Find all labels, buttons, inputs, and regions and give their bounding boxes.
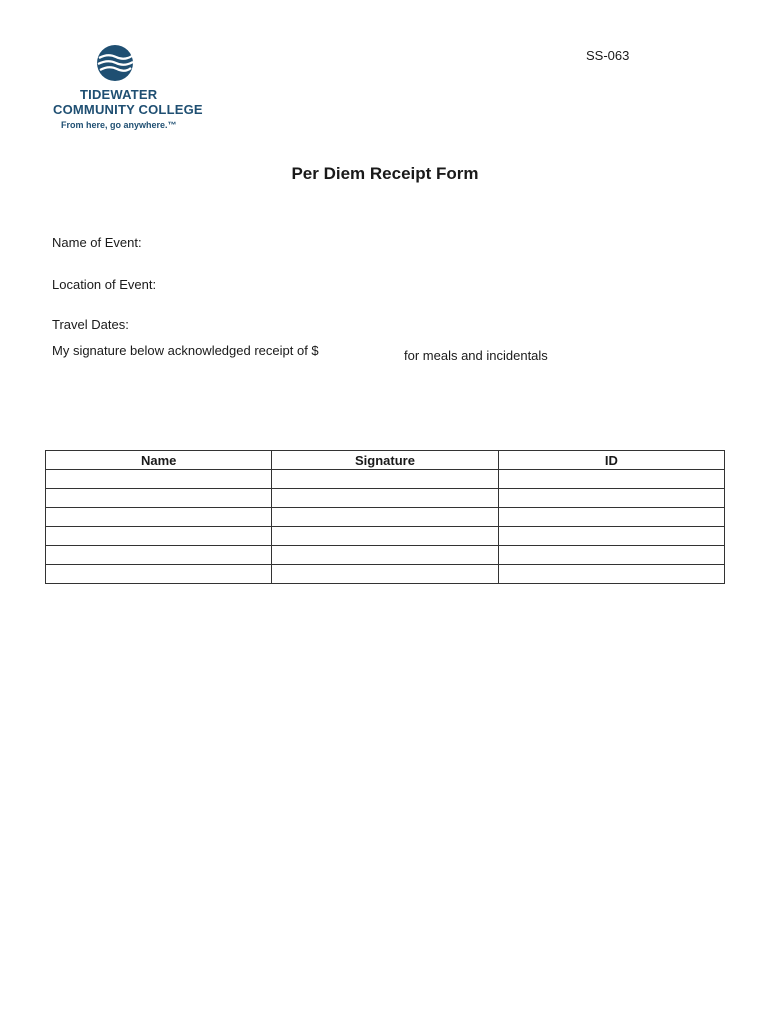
column-header-signature: Signature: [272, 451, 498, 470]
id-cell[interactable]: [498, 565, 724, 584]
acknowledgement-prefix: My signature below acknowledged receipt of $: [52, 343, 319, 358]
id-cell[interactable]: [498, 508, 724, 527]
event-location-label: Location of Event:: [52, 277, 157, 292]
signature-cell[interactable]: [272, 546, 498, 565]
table-row: [46, 508, 725, 527]
logo-tagline: From here, go anywhere.™: [61, 120, 177, 130]
column-header-name: Name: [46, 451, 272, 470]
signature-cell[interactable]: [272, 489, 498, 508]
table-row: [46, 470, 725, 489]
name-cell[interactable]: [46, 508, 272, 527]
form-code: SS-063: [586, 48, 630, 63]
signature-table: [45, 450, 725, 584]
signature-cell[interactable]: [272, 508, 498, 527]
name-cell[interactable]: [46, 527, 272, 546]
table-header-row: [46, 451, 725, 470]
signature-cell[interactable]: [272, 527, 498, 546]
id-cell[interactable]: [498, 470, 724, 489]
signature-cell[interactable]: [272, 565, 498, 584]
column-header-id: ID: [498, 451, 724, 470]
id-cell[interactable]: [498, 489, 724, 508]
name-cell[interactable]: [46, 546, 272, 565]
wave-globe-icon: [96, 44, 134, 82]
name-cell[interactable]: [46, 489, 272, 508]
table-row: [46, 565, 725, 584]
acknowledgement-suffix: for meals and incidentals: [404, 348, 548, 363]
table-row: [46, 489, 725, 508]
signature-cell[interactable]: [272, 470, 498, 489]
id-cell[interactable]: [498, 527, 724, 546]
travel-dates-label: Travel Dates:: [52, 317, 129, 332]
logo-line1: TIDEWATER: [80, 87, 158, 102]
page-title: Per Diem Receipt Form: [291, 164, 479, 183]
name-cell[interactable]: [46, 565, 272, 584]
event-name-label: Name of Event:: [52, 235, 142, 250]
college-logo: [52, 44, 203, 136]
id-cell[interactable]: [498, 546, 724, 565]
table-row: [46, 527, 725, 546]
name-cell[interactable]: [46, 470, 272, 489]
logo-line2: COMMUNITY COLLEGE: [53, 102, 203, 117]
table-row: [46, 546, 725, 565]
